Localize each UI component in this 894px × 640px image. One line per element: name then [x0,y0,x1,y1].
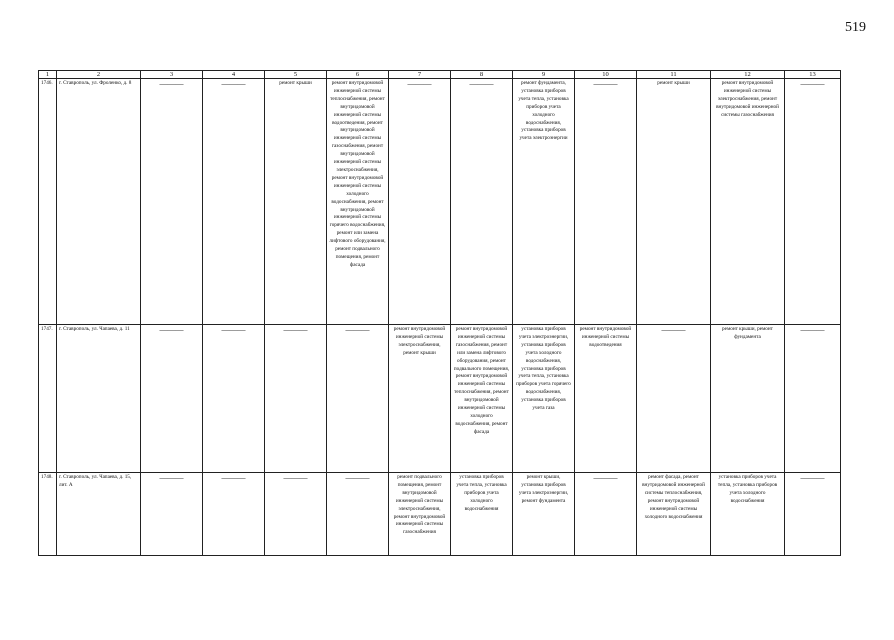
table-cell: ремонт внутридомовой инженерной системы электроснабжения, ремонт крыши [389,325,451,473]
empty-dash: ——— [661,325,686,334]
table-cell: ремонт крыши, установка приборов учета электроэнергии, ремонт фундамента [513,473,575,556]
column-header: 3 [141,71,203,79]
column-header: 8 [451,71,513,79]
column-header: 5 [265,71,327,79]
table-cell: ремонт внутридомовой инженерной системы водоотведения [575,325,637,473]
row-address: г. Ставрополь, ул. Чапаева, д. 11 [57,325,141,473]
empty-dash: ——— [159,79,184,88]
row-address: г. Ставрополь, ул. Чапаева, д. 15, лит. А [57,473,141,556]
table-cell: ремонт подвального помещения, ремонт внутридомовой инженерной системы электроснабжения, ремонт внутридомовой инженерной системы газоснабжения [389,473,451,556]
row-number: 1748. [39,473,57,556]
table-cell [265,473,327,556]
table-cell [785,325,841,473]
table-cell [141,79,203,325]
table-cell [637,325,711,473]
column-header: 10 [575,71,637,79]
column-numbers-row [39,71,841,79]
table-cell [203,325,265,473]
column-header: 4 [203,71,265,79]
table-cell: установка приборов учета тепла, установка приборов учета холодного водоснабжения [451,473,513,556]
table-cell: ремонт фундамента, установка приборов учета тепла, установка приборов учета холодного водоснабжения, установка приборов учета электроэнергии [513,79,575,325]
empty-dash: ——— [283,325,308,334]
table-cell [785,79,841,325]
table-cell [785,473,841,556]
table-cell: ремонт внутридомовой инженерной системы теплоснабжения, ремонт внутридомовой инженерной системы водоотведения, ремонт внутридомовой инженерной системы газоснабжения, ремонт внутридомовой инженерной системы электроснабжения, ремонт внутридомовой инженерной системы холодного водоснабжения, ремонт внутридомовой инженерной системы горячего водоснабжения, ремонт или замена лифтового оборудования, ремонт подвального помещения, ремонт фасада [327,79,389,325]
table-row [39,473,841,556]
column-header: 6 [327,71,389,79]
page-number: 519 [845,20,866,35]
empty-dash: ——— [283,473,308,482]
empty-dash: ——— [221,325,246,334]
row-number: 1746. [39,79,57,325]
column-header: 13 [785,71,841,79]
table-cell [265,325,327,473]
column-header: 11 [637,71,711,79]
empty-dash: ——— [345,473,370,482]
row-number: 1747. [39,325,57,473]
empty-dash: ——— [800,325,825,334]
empty-dash: ——— [593,473,618,482]
table-row [39,79,841,325]
table-cell [575,473,637,556]
table-cell: установка приборов учета тепла, установка приборов учета холодного водоснабжения [711,473,785,556]
empty-dash: ——— [345,325,370,334]
empty-dash: ——— [221,473,246,482]
table-cell [141,325,203,473]
table-cell: ремонт внутридомовой инженерной системы электроснабжения, ремонт внутридомовой инженерной системы газоснабжения [711,79,785,325]
table-cell [575,79,637,325]
table-cell: ремонт крыши [265,79,327,325]
table-cell [327,473,389,556]
table-cell [203,473,265,556]
table-cell [451,79,513,325]
table-cell [203,79,265,325]
empty-dash: ——— [593,79,618,88]
empty-dash: ——— [469,79,494,88]
empty-dash: ——— [800,473,825,482]
empty-dash: ——— [221,79,246,88]
table-cell [389,79,451,325]
column-header: 2 [57,71,141,79]
empty-dash: ——— [159,473,184,482]
row-address: г. Ставрополь, ул. Фроленко, д. 8 [57,79,141,325]
column-header: 9 [513,71,575,79]
table-row [39,325,841,473]
column-header: 1 [39,71,57,79]
column-header: 7 [389,71,451,79]
table-cell: ремонт внутридомовой инженерной системы газоснабжения, ремонт или замена лифтового оборудования, ремонт подвального помещения, ремонт внутридомовой инженерной системы теплоснабжения, ремонт внутридомовой инженерной системы холодного водоснабжения, ремонт фасада [451,325,513,473]
empty-dash: ——— [407,79,432,88]
capital-repair-table [38,70,841,556]
empty-dash: ——— [800,79,825,88]
table-cell: ремонт крыши [637,79,711,325]
table-cell [327,325,389,473]
column-header: 12 [711,71,785,79]
table-cell: ремонт фасада, ремонт внутридомовой инженерной системы теплоснабжения, ремонт внутридомовой инженерной системы холодного водоснабжения [637,473,711,556]
table-cell: установка приборов учета электроэнергии, установка приборов учета холодного водоснабжения, установка приборов учета тепла, установка приборов учета горячего водоснабжения, установка приборов учета газа [513,325,575,473]
table-cell: ремонт крыши, ремонт фундамента [711,325,785,473]
empty-dash: ——— [159,325,184,334]
table-cell [141,473,203,556]
